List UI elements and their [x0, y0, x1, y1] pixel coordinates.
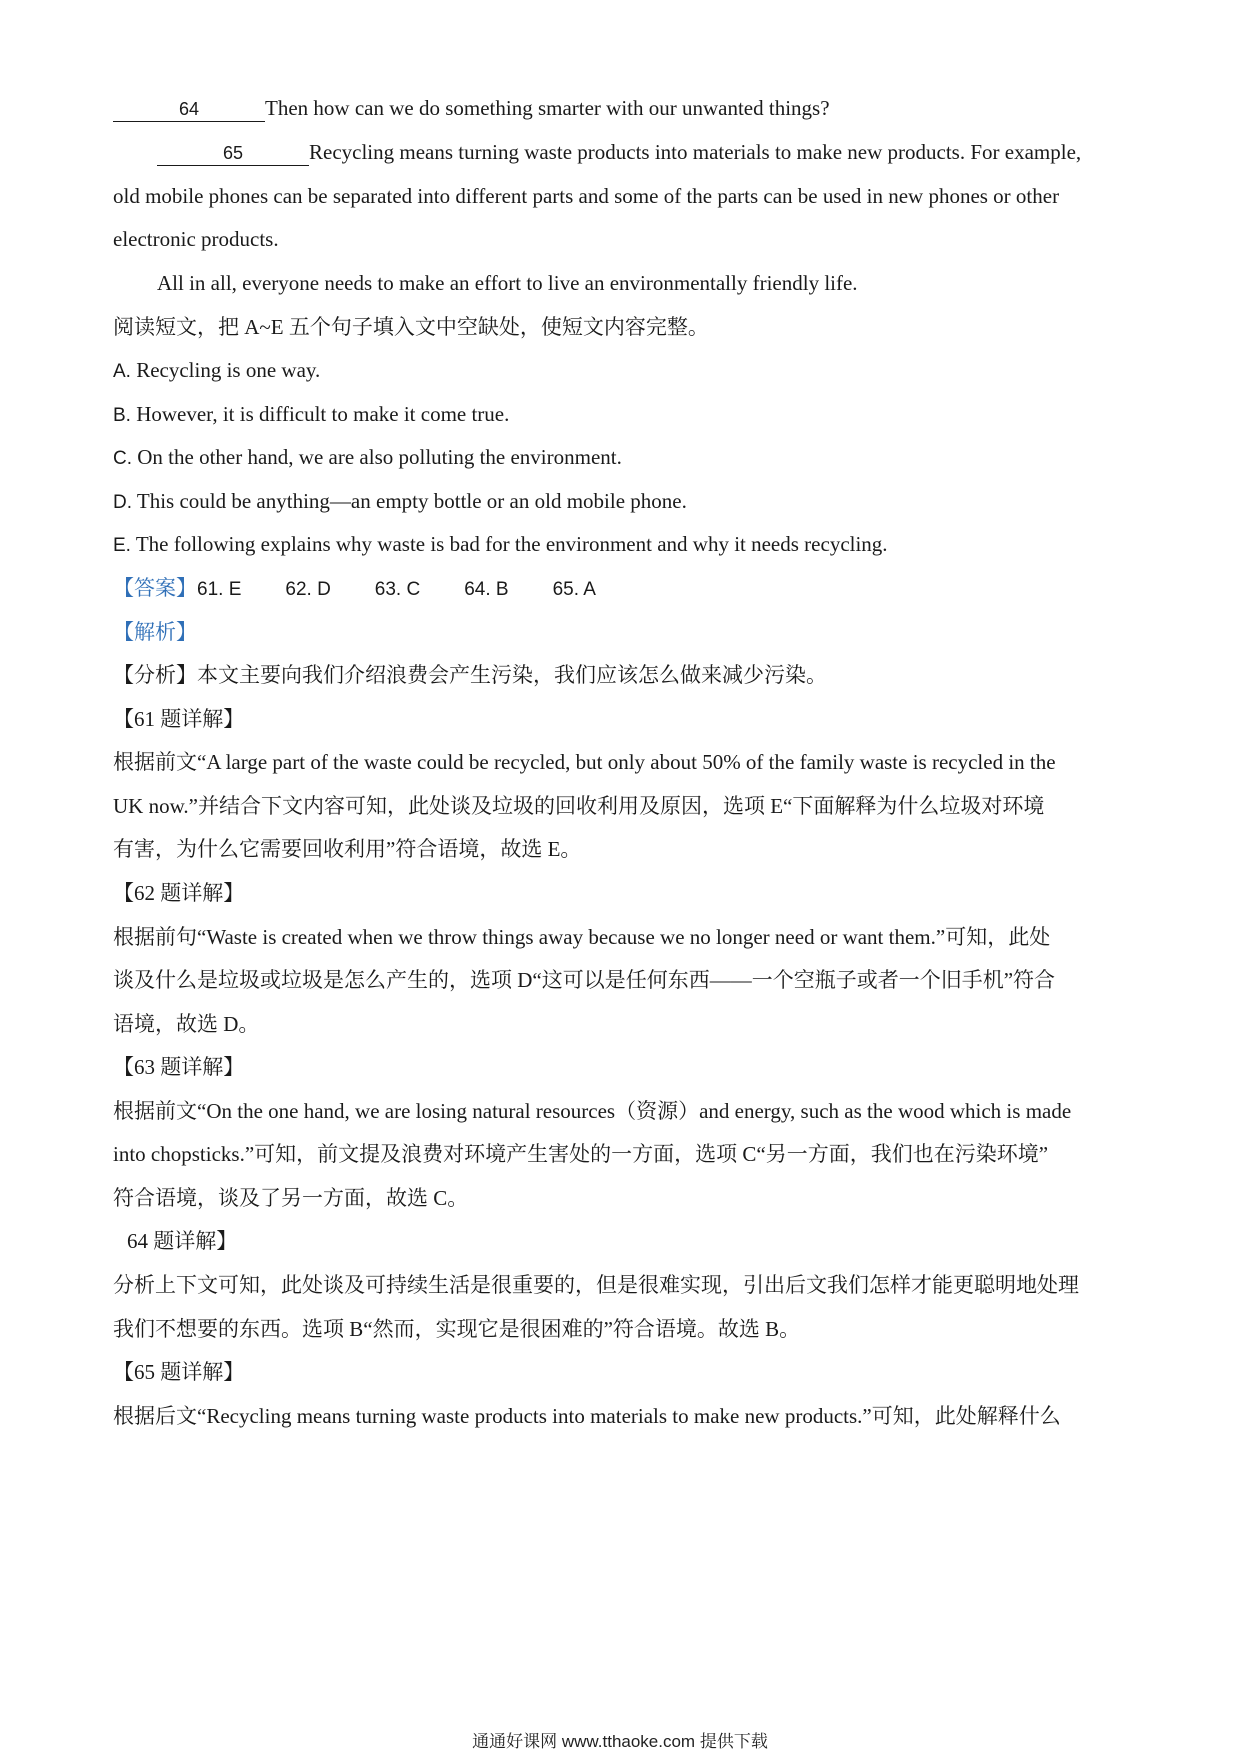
passage-text-65-2: old mobile phones can be separated into different parts and some of the parts can be used in new phones or other [113, 184, 1060, 208]
footer-watermark: 通通好课网 www.tthaoke.com 提供下载 [472, 1732, 768, 1751]
answer-label: 【答案】 [113, 576, 197, 600]
q61-heading: 【61 题详解】 [113, 707, 245, 731]
q64-heading: 64 题详解】 [127, 1229, 238, 1253]
passage-closing: All in all, everyone needs to make an effort to live an environmentally friendly life. [157, 271, 858, 295]
answer-line [113, 573, 1133, 605]
passage-line-65 [157, 137, 1177, 167]
answer-item: 65. A [552, 579, 596, 600]
option-e [113, 529, 1133, 561]
q62-text-3: 语境，故选 D。 [113, 1012, 260, 1036]
q63-text-3: 符合语境，谈及了另一方面，故选 C。 [113, 1186, 469, 1210]
q63-text-1: 根据前文“On the one hand, we are losing natural resources（资源）and energy, such as the wood which is made [113, 1099, 1072, 1123]
option-text: The following explains why waste is bad for the environment and why it needs recycling. [135, 532, 888, 556]
q63-heading: 【63 题详解】 [113, 1055, 245, 1079]
q63-text-2: into chopsticks.”可知，前文提及浪费对环境产生害处的一方面，选项 C“另一方面，我们也在污染环境” [113, 1142, 1049, 1166]
q65-heading: 【65 题详解】 [113, 1360, 245, 1384]
q62-text-1: 根据前句“Waste is created when we throw things away because we no longer need or want them.”可知，此处 [113, 925, 1051, 949]
q61-text-3: 有害，为什么它需要回收利用”符合语境，故选 E。 [113, 837, 582, 861]
option-text: This could be anything—an empty bottle or an old mobile phone. [136, 489, 687, 513]
passage-text-65-3: electronic products. [113, 227, 279, 251]
passage-text-65-1: Recycling means turning waste products into materials to make new products. For example, [309, 140, 1082, 164]
option-c [113, 442, 1133, 474]
answer-item: 62. D [285, 579, 331, 600]
q61-text-2: UK now.”并结合下文内容可知，此处谈及垃圾的回收利用及原因，选项 E“下面解释为什么垃圾对环境 [113, 794, 1045, 818]
option-letter: A. [113, 361, 131, 382]
option-text: Recycling is one way. [136, 358, 321, 382]
q64-text-1: 分析上下文可知，此处谈及可持续生活是很重要的，但是很难实现，引出后文我们怎样才能更聪明地处理 [113, 1273, 1079, 1297]
q62-text-2: 谈及什么是垃圾或垃圾是怎么产生的，选项 D“这可以是任何东西——一个空瓶子或者一个旧手机”符合 [113, 968, 1056, 992]
option-letter: C. [113, 448, 132, 469]
passage-line-64 [113, 93, 1133, 123]
blank-65: 65 [157, 141, 309, 166]
answer-item: 64. B [464, 579, 509, 600]
option-text: On the other hand, we are also polluting the environment. [137, 445, 622, 469]
option-text: However, it is difficult to make it come true. [136, 402, 510, 426]
option-d [113, 486, 1133, 518]
q65-text-1: 根据后文“Recycling means turning waste products into materials to make new products.”可知，此处解释什么 [113, 1404, 1061, 1428]
option-letter: E. [113, 535, 131, 556]
q61-text-1: 根据前文“A large part of the waste could be recycled, but only about 50% of the family waste is recycled in the [113, 750, 1056, 774]
answer-item: 63. C [374, 579, 421, 600]
q64-text-2: 我们不想要的东西。选项 B“然而，实现它是很困难的”符合语境。故选 B。 [113, 1317, 801, 1341]
summary: 【分析】本文主要向我们介绍浪费会产生污染，我们应该怎么做来减少污染。 [113, 663, 827, 687]
passage-text-64: Then how can we do something smarter with our unwanted things? [265, 96, 830, 120]
blank-64: 64 [113, 97, 265, 122]
option-letter: B. [113, 405, 131, 426]
option-letter: D. [113, 492, 132, 513]
answer-item: 61. E [197, 579, 242, 600]
option-b [113, 399, 1133, 431]
instruction: 阅读短文，把 A~E 五个句子填入文中空缺处，使短文内容完整。 [113, 315, 709, 339]
q62-heading: 【62 题详解】 [113, 881, 245, 905]
analysis-label: 【解析】 [113, 620, 197, 644]
option-a [113, 355, 1133, 387]
